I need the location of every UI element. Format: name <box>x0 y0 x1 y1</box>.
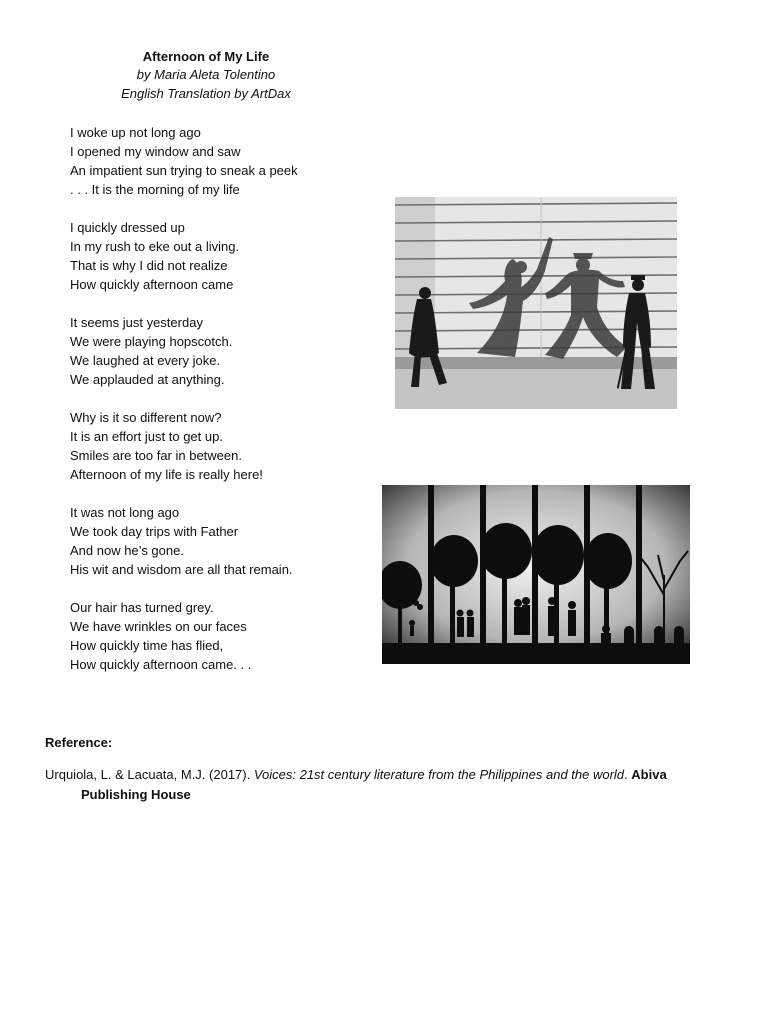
poem-line: We were playing hopscotch. <box>70 334 233 349</box>
reference-heading: Reference: <box>45 735 113 750</box>
reference-citation <box>45 765 725 805</box>
citation-separator: . <box>624 767 632 782</box>
poem-line: It seems just yesterday <box>70 315 203 330</box>
poem-line: How quickly afternoon came. . . <box>70 657 252 672</box>
poem-line: We applauded at anything. <box>70 372 225 387</box>
poem-line: And now he’s gone. <box>70 543 184 558</box>
poem-line: That is why I did not realize <box>70 258 228 273</box>
citation-book-title: Voices: 21st century literature from the Philippines and the world <box>253 767 625 782</box>
stanza-2 <box>70 218 370 294</box>
stanza-6 <box>70 598 370 674</box>
poem-body <box>70 123 370 693</box>
poem-line: We have wrinkles on our faces <box>70 619 247 634</box>
citation-publisher: Abiva <box>631 767 667 782</box>
poem-line: Smiles are too far in between. <box>70 448 242 463</box>
life-stages-photo <box>382 485 690 664</box>
poem-line: I quickly dressed up <box>70 220 185 235</box>
poem-author: by Maria Aleta Tolentino <box>136 67 276 82</box>
poem-line: We took day trips with Father <box>70 524 239 539</box>
poem-line: Afternoon of my life is really here! <box>70 467 263 482</box>
poem-line: How quickly afternoon came <box>70 277 234 292</box>
poem-line: . . . It is the morning of my life <box>70 182 240 197</box>
poem-line: I opened my window and saw <box>70 144 241 159</box>
stanza-5 <box>70 503 370 579</box>
stanza-4 <box>70 408 370 484</box>
stanza-1 <box>70 123 370 199</box>
poem-line: In my rush to eke out a living. <box>70 239 240 254</box>
poem-line: It was not long ago <box>70 505 180 520</box>
poem-line: Our hair has turned grey. <box>70 600 214 615</box>
poem-line: We laughed at every joke. <box>70 353 221 368</box>
poem-line: I woke up not long ago <box>70 125 201 140</box>
poem-title: Afternoon of My Life <box>142 49 270 64</box>
stanza-3 <box>70 313 370 389</box>
shadow-couple-photo <box>395 197 677 409</box>
poem-translator: English Translation by ArtDax <box>121 86 291 101</box>
poem-line: An impatient sun trying to sneak a peek <box>70 163 298 178</box>
poem-line: How quickly time has flied, <box>70 638 224 653</box>
citation-publisher-continued: Publishing House <box>81 787 191 802</box>
poem-line: His wit and wisdom are all that remain. <box>70 562 293 577</box>
poem-line: Why is it so different now? <box>70 410 222 425</box>
citation-authors: Urquiola, L. & Lacuata, M.J. (2017). <box>45 767 254 782</box>
poem-line: It is an effort just to get up. <box>70 429 223 444</box>
